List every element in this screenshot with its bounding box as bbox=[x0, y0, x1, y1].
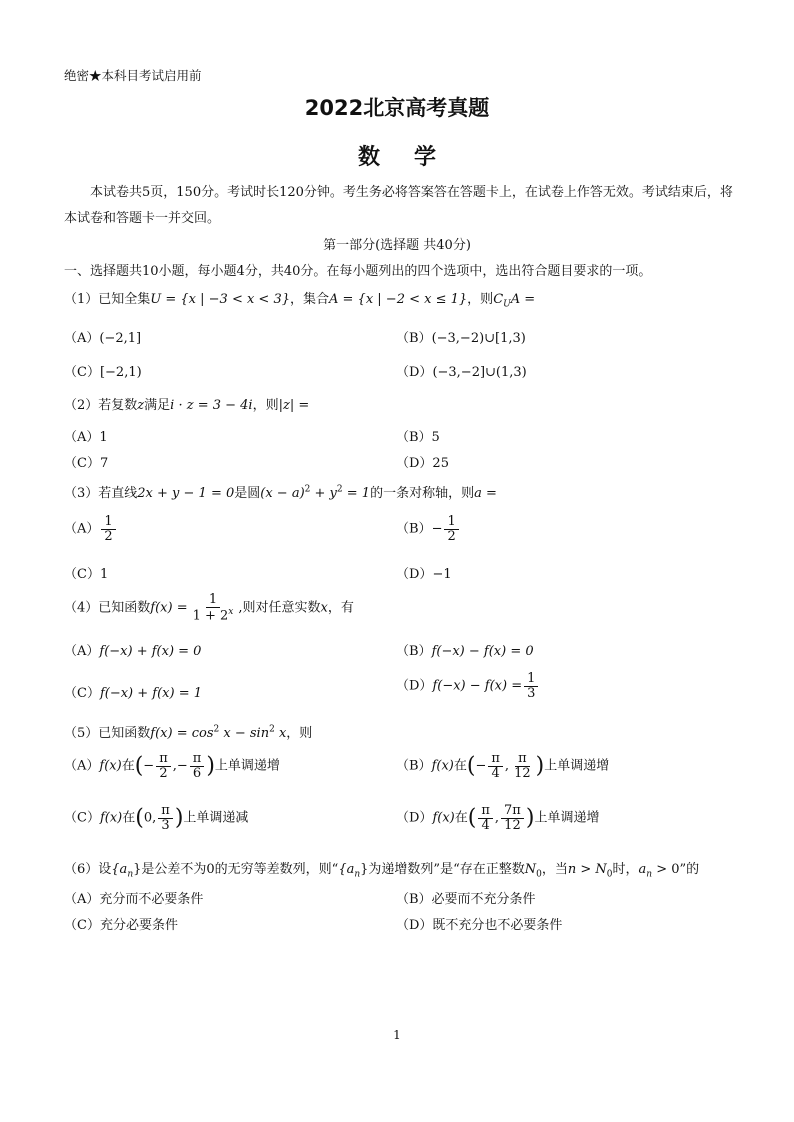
exam-title: 2022北京高考真题 bbox=[304, 96, 490, 120]
q1-b-math: (−3,−2)∪[1,3) bbox=[431, 331, 526, 346]
q5-d-d2: 12 bbox=[504, 817, 521, 833]
q2-option-a[interactable]: （A）1 bbox=[64, 430, 108, 445]
q3-circle-a: (x − a) bbox=[260, 486, 305, 501]
q4-fraction bbox=[190, 593, 237, 623]
q5-c-n2: π bbox=[158, 804, 173, 819]
q5-c-lparen: ( bbox=[135, 805, 144, 831]
q5-d-frac2 bbox=[501, 804, 524, 832]
question-2-stem bbox=[64, 394, 309, 413]
q3-circle-c: = 1 bbox=[342, 486, 371, 501]
q1-a-label: （A） bbox=[64, 331, 100, 346]
q2-option-d[interactable]: （D）25 bbox=[396, 456, 449, 471]
section-one-heading: 一、选择题共10小题，每小题4分，共40分。在每小题列出的四个选项中，选出符合题目要求的一项。 bbox=[64, 264, 652, 279]
q1-d-math: (−3,−2]∪(1,3) bbox=[432, 365, 527, 380]
q1-option-c[interactable] bbox=[64, 361, 142, 380]
q5-option-b[interactable]: （B）f(x)在(− $\frac{\pi}{4}$ , $\frac{\pi}{12}$ )上单调递增 bbox=[396, 751, 610, 781]
q5-c-f: f(x) bbox=[99, 810, 123, 826]
q5-d-label: （D） bbox=[396, 810, 433, 826]
q1-option-a[interactable] bbox=[64, 327, 141, 346]
q5-c-label: （C） bbox=[64, 810, 100, 826]
q6-n0: N bbox=[524, 862, 537, 877]
q1-c-math: [−2,1) bbox=[99, 365, 142, 380]
q6-option-b[interactable]: （B）必要而不充分条件 bbox=[396, 892, 536, 907]
q4-a-math: f(−x) + f(x) = 0 bbox=[99, 644, 202, 659]
q1-set-a: A = {x | −2 < x ≤ 1} bbox=[329, 292, 468, 307]
q6-seq: {a bbox=[111, 862, 128, 877]
q5-b-n1: π bbox=[488, 752, 503, 767]
q5-d-f: f(x) bbox=[432, 810, 455, 826]
q5-d-n1: π bbox=[478, 804, 493, 819]
q3-d-label: （D） bbox=[396, 567, 433, 582]
q6-cond-sub: 0 bbox=[606, 869, 613, 880]
q1-set-u: U = {x | −3 < x < 3} bbox=[150, 292, 290, 307]
q3-circle-b: + y bbox=[310, 486, 337, 501]
q4-d-math: f(−x) − f(x) = bbox=[432, 678, 523, 694]
q6-text-b: 是公差不为0的无穷等差数列，则“ bbox=[141, 862, 339, 877]
q5-d-d1: 4 bbox=[481, 817, 490, 833]
q5-b-lparen: ( bbox=[466, 753, 476, 779]
q5-a-n1: π bbox=[156, 752, 171, 767]
q3-a-fraction bbox=[101, 515, 115, 543]
confidential-label: 绝密★本科目考试启用前 bbox=[64, 68, 202, 83]
q5-c-in: 在 bbox=[122, 810, 136, 826]
q3-d-math: −1 bbox=[432, 567, 452, 582]
q3-a-den: 2 bbox=[104, 528, 113, 544]
q1-text-b: ，集合 bbox=[290, 292, 330, 307]
question-3-stem bbox=[64, 482, 497, 501]
q6-option-c[interactable]: （C）充分必要条件 bbox=[64, 918, 178, 933]
q6-an-tail: > 0 bbox=[652, 862, 680, 877]
q4-x: x bbox=[320, 600, 328, 616]
q5-option-c[interactable] bbox=[64, 804, 248, 832]
q1-complement: C bbox=[493, 292, 504, 307]
q5-option-a[interactable]: （A）f(x)在(− $\frac{\pi}{2}$ ,− $\frac{\pi}{6}$ )上单调递增 bbox=[64, 751, 280, 781]
exam-instructions: 本试卷共5页，150分。考试时长120分钟。考生务必将答案答在答题卡上，在试卷上作答无效。考试结束后，将本试卷和答题卡一并交回。 bbox=[64, 185, 733, 226]
q5-d-in: 在 bbox=[454, 810, 468, 826]
q3-option-b[interactable] bbox=[396, 515, 461, 543]
q5-d-text: 上单调递增 bbox=[534, 810, 600, 826]
q6-seq-sub-2: n bbox=[354, 869, 361, 880]
q5-a-lparen: ( bbox=[134, 753, 144, 779]
q2-z: z bbox=[137, 398, 145, 413]
q5-a-rparen: ) bbox=[206, 753, 215, 779]
q3-option-d[interactable] bbox=[396, 563, 452, 582]
q3-option-a[interactable] bbox=[64, 515, 118, 543]
q5-c-rparen: ) bbox=[174, 805, 184, 831]
q4-text-c: ，有 bbox=[327, 600, 354, 616]
q5-b-label: （B） bbox=[396, 758, 432, 774]
q3-a-num: 1 bbox=[101, 515, 115, 530]
q5-d-frac1 bbox=[478, 804, 493, 832]
q5-d-rparen: ) bbox=[525, 805, 535, 831]
part-one-title: 第一部分(选择题 共40分) bbox=[323, 238, 471, 253]
q3-ask: a = bbox=[474, 486, 497, 501]
q4-option-a[interactable] bbox=[64, 640, 201, 659]
q4-a-label: （A） bbox=[64, 644, 100, 659]
question-1-stem bbox=[64, 288, 535, 310]
q6-an-sub: n bbox=[646, 869, 653, 880]
q6-text: （6）设 bbox=[64, 862, 112, 877]
q5-mid: x − sin bbox=[219, 726, 270, 741]
q5-c-frac2 bbox=[158, 804, 173, 832]
q2-text-b: 满足 bbox=[144, 398, 171, 413]
q4-text-b: ,则对任意实数 bbox=[238, 600, 321, 616]
q6-option-d[interactable]: （D）既不充分也不必要条件 bbox=[396, 918, 563, 933]
q3-a-label: （A） bbox=[64, 521, 100, 537]
q3-circle-sup2: 2 bbox=[336, 484, 343, 495]
q5-b-text: 上单调递增 bbox=[544, 758, 610, 774]
q6-option-a[interactable]: （A）充分而不必要条件 bbox=[64, 892, 204, 907]
q6-seq-close-2: } bbox=[360, 862, 369, 877]
subject-title: 数学 bbox=[357, 145, 470, 170]
q4-fx: f(x) = bbox=[150, 600, 188, 616]
q5-c-text: 上单调递减 bbox=[183, 810, 249, 826]
q2-text: （2）若复数 bbox=[64, 398, 138, 413]
q6-seq-close: } bbox=[133, 862, 142, 877]
q2-option-c[interactable]: （C）7 bbox=[64, 456, 109, 471]
q4-b-label: （B） bbox=[396, 644, 432, 659]
q4-option-b[interactable] bbox=[396, 640, 534, 659]
q5-b-frac2 bbox=[511, 752, 534, 780]
q5-tail: x bbox=[274, 726, 287, 741]
q3-b-sign: − bbox=[431, 521, 443, 537]
q5-a-n2: π bbox=[190, 752, 205, 767]
q1-option-d[interactable] bbox=[396, 361, 527, 380]
q4-option-c[interactable] bbox=[64, 682, 202, 701]
q5-b-d2: 12 bbox=[514, 765, 531, 781]
q5-option-d[interactable]: （D）f(x)在( $\frac{\pi}{4}$ , $\frac{7\pi}{12}$ )上单调递增 bbox=[396, 803, 600, 833]
q3-b-num: 1 bbox=[444, 515, 458, 530]
q5-a-in: 在 bbox=[121, 758, 135, 774]
q3-text-c: 的一条对称轴，则 bbox=[370, 486, 475, 501]
q6-text-c: 为递增数列”是“存在正整数 bbox=[368, 862, 525, 877]
q5-c-d2: 3 bbox=[161, 817, 170, 833]
q6-text-d: ，当 bbox=[541, 862, 568, 877]
q5-a-text: 上单调递增 bbox=[214, 758, 280, 774]
q3-line: 2x + y − 1 = 0 bbox=[137, 486, 235, 501]
q6-text-e: 时， bbox=[612, 862, 639, 877]
q1-d-label: （D） bbox=[396, 365, 433, 380]
q3-b-fraction bbox=[444, 515, 458, 543]
q6-text-f: ”的 bbox=[679, 862, 700, 877]
q5-b-d1: 4 bbox=[491, 765, 500, 781]
question-6-stem bbox=[64, 858, 699, 880]
q4-d-num: 1 bbox=[524, 672, 538, 687]
q5-sup1: 2 bbox=[213, 724, 220, 735]
q3-circle-sup: 2 bbox=[304, 484, 311, 495]
q5-a-frac2 bbox=[190, 752, 205, 780]
page-number: 1 bbox=[393, 1028, 401, 1042]
q5-d-lparen: ( bbox=[467, 805, 477, 831]
q1-complement-sub: U bbox=[503, 299, 511, 310]
q4-b-math: f(−x) − f(x) = 0 bbox=[431, 644, 534, 659]
q5-b-rparen: ) bbox=[535, 753, 545, 779]
q5-text: （5）已知函数 bbox=[64, 726, 151, 741]
q4-option-d[interactable] bbox=[396, 672, 540, 700]
q4-den-base: 1 + 2 bbox=[192, 607, 229, 623]
q5-b-n2: π bbox=[515, 752, 530, 767]
q5-b-f: f(x) bbox=[431, 758, 454, 774]
q1-text: （1）已知全集 bbox=[64, 292, 151, 307]
q3-b-label: （B） bbox=[396, 521, 432, 537]
q3-text: （3）若直线 bbox=[64, 486, 138, 501]
q6-cond: n > N bbox=[567, 862, 607, 877]
q5-text-b: ，则 bbox=[286, 726, 313, 741]
q6-seq-2: {a bbox=[338, 862, 355, 877]
q3-option-c[interactable]: （C）1 bbox=[64, 567, 109, 582]
q4-den bbox=[190, 608, 237, 623]
q5-a-f: f(x) bbox=[99, 758, 122, 774]
q5-a-d2: 6 bbox=[192, 765, 202, 781]
q6-n0-sub: 0 bbox=[536, 869, 542, 880]
q4-d-den: 3 bbox=[527, 685, 536, 701]
q3-text-b: 是圆 bbox=[234, 486, 261, 501]
q1-complement-tail: A = bbox=[510, 292, 536, 307]
q2-ask: |z| = bbox=[278, 398, 310, 413]
q3-b-den: 2 bbox=[447, 528, 456, 544]
q4-d-label: （D） bbox=[396, 678, 433, 694]
q5-b-in: 在 bbox=[453, 758, 467, 774]
q2-option-b[interactable]: （B）5 bbox=[396, 430, 440, 445]
q1-text-c: ，则 bbox=[467, 292, 494, 307]
q2-text-c: ，则 bbox=[252, 398, 279, 413]
q6-seq-sub: n bbox=[127, 869, 134, 880]
q5-a-label: （A） bbox=[64, 758, 100, 774]
q4-num: 1 bbox=[206, 593, 220, 608]
q1-c-label: （C） bbox=[64, 365, 100, 380]
q5-c-zero: 0, bbox=[143, 810, 157, 826]
q5-b-frac1 bbox=[488, 752, 503, 780]
q1-option-b[interactable] bbox=[396, 327, 526, 346]
q5-d-n2: 7π bbox=[501, 804, 524, 819]
q4-c-label: （C） bbox=[64, 686, 100, 701]
q1-b-label: （B） bbox=[396, 331, 432, 346]
q1-a-math: (−2,1] bbox=[99, 331, 142, 346]
q4-text: （4）已知函数 bbox=[64, 600, 151, 616]
q6-an: a bbox=[638, 862, 647, 877]
q5-a-d1: 2 bbox=[159, 765, 168, 781]
q5-fx: f(x) = cos bbox=[150, 726, 214, 741]
q2-equation: i · z = 3 − 4i bbox=[170, 398, 253, 413]
question-4-stem bbox=[64, 593, 354, 623]
q5-sup2: 2 bbox=[269, 724, 275, 735]
q4-d-fraction bbox=[524, 672, 538, 700]
question-5-stem bbox=[64, 722, 312, 741]
q4-c-math: f(−x) + f(x) = 1 bbox=[99, 686, 203, 701]
q5-a-frac1 bbox=[156, 752, 171, 780]
q4-den-sup: x bbox=[228, 606, 234, 617]
